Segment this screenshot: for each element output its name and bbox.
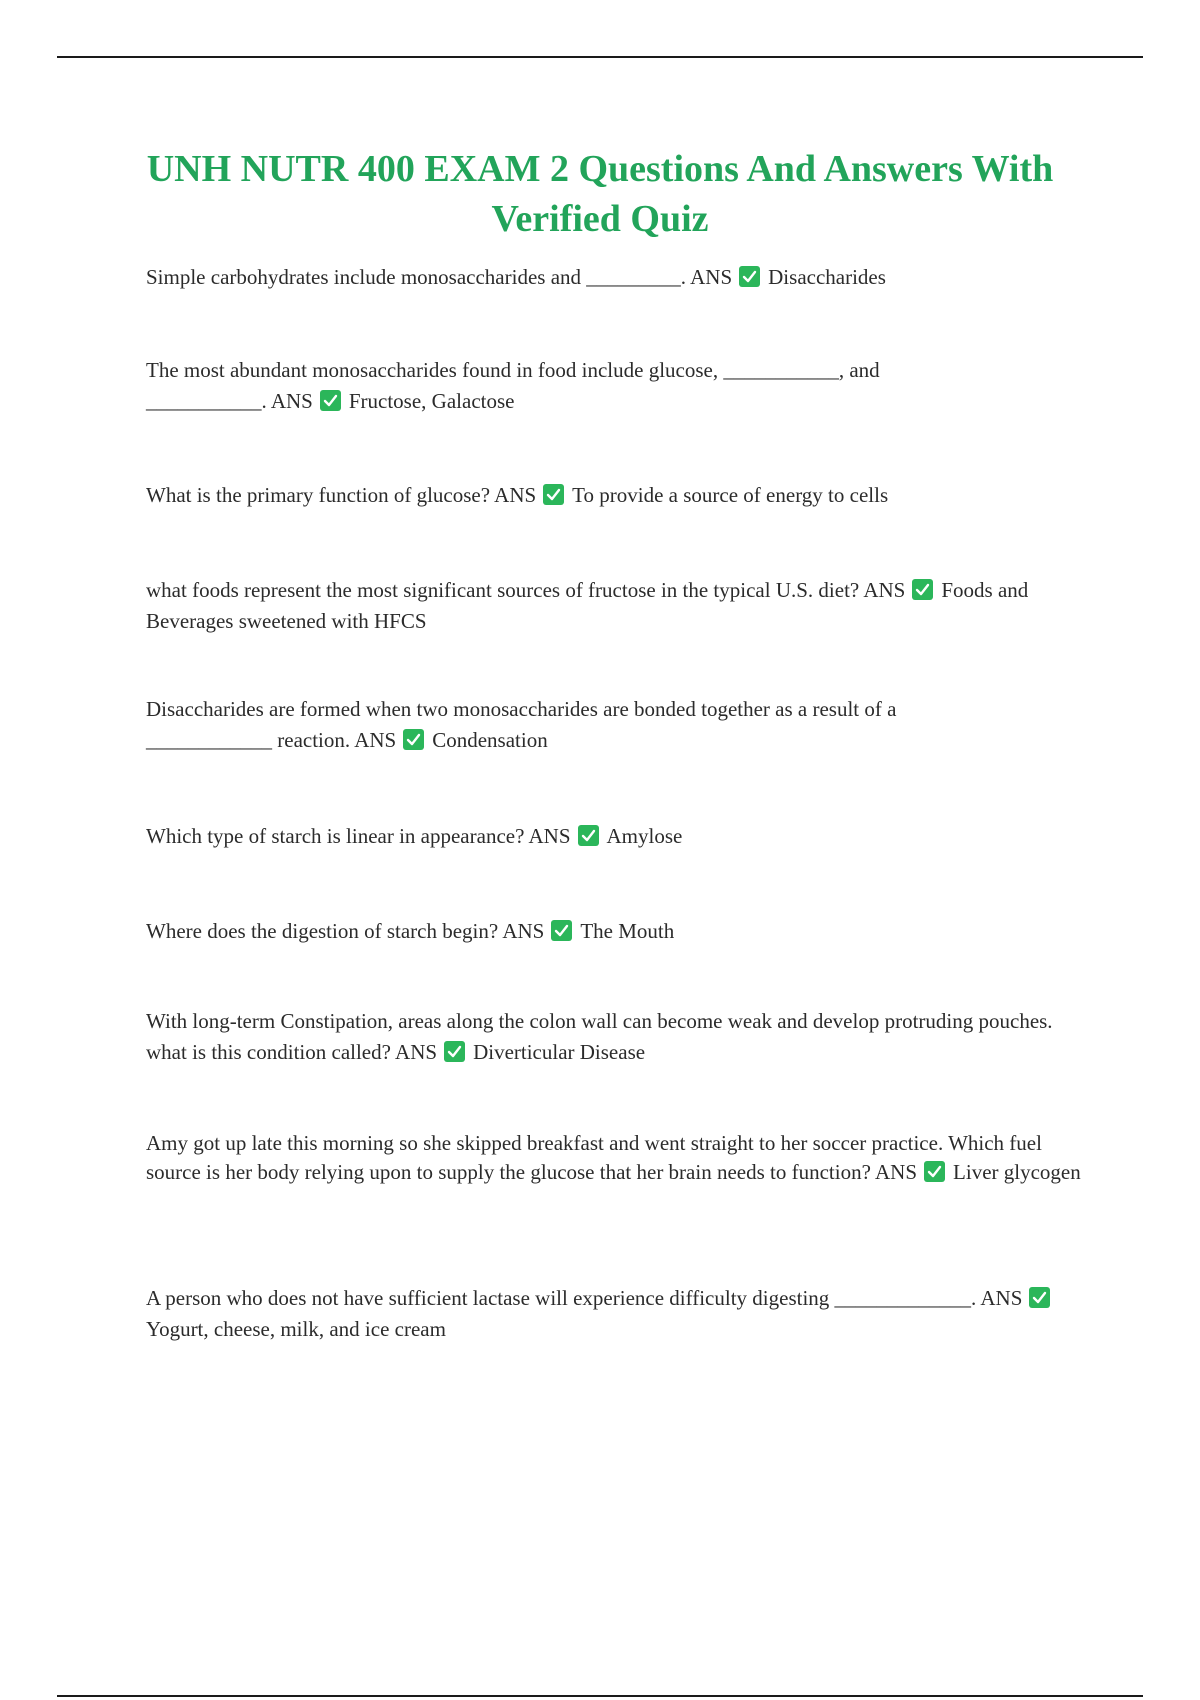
qa-item bbox=[146, 355, 966, 417]
qa-item bbox=[146, 1006, 1086, 1068]
qa-item bbox=[146, 480, 1096, 511]
qa-item bbox=[146, 916, 1096, 947]
qa-item bbox=[146, 694, 986, 756]
answer-text: To provide a source of energy to cells bbox=[572, 483, 889, 507]
ans-label: ANS bbox=[875, 1160, 918, 1184]
ans-label: ANS bbox=[395, 1040, 438, 1064]
answer-text: Foods and Beverages sweetened with HFCS bbox=[146, 578, 1029, 633]
question-text: With long-term Constipation, areas along the colon wall can become weak and develop protruding pouches. what is this condition called? bbox=[146, 1009, 1053, 1064]
check-mark-icon bbox=[320, 390, 341, 411]
question-text: Which type of starch is linear in appearance? bbox=[146, 824, 525, 848]
ans-label: ANS bbox=[863, 578, 906, 602]
qa-item bbox=[146, 575, 1106, 637]
qa-item bbox=[146, 262, 1096, 293]
question-text: Amy got up late this morning so she skipped breakfast and went straight to her soccer practice. Which fuel source is her body relying upon to supply the glucose that her brain needs to function? bbox=[146, 1131, 1042, 1184]
check-mark-icon bbox=[403, 729, 424, 750]
check-mark-icon bbox=[543, 484, 564, 505]
answer-text: Amylose bbox=[606, 824, 683, 848]
answer-text: Condensation bbox=[432, 728, 548, 752]
answer-text: Diverticular Disease bbox=[473, 1040, 646, 1064]
question-text: what foods represent the most significant sources of fructose in the typical U.S. diet? bbox=[146, 578, 860, 602]
document-title: UNH NUTR 400 EXAM 2 Questions And Answers With Verified Quiz bbox=[146, 148, 1054, 240]
question-text: A person who does not have sufficient lactase will experience difficulty digesting _____________. bbox=[146, 1286, 977, 1310]
answer-text: The Mouth bbox=[580, 919, 675, 943]
ans-label: ANS bbox=[690, 265, 733, 289]
question-text: Where does the digestion of starch begin? bbox=[146, 919, 499, 943]
question-text: Disaccharides are formed when two monosaccharides are bonded together as a result of a ____________ reaction. bbox=[146, 697, 897, 752]
check-mark-icon bbox=[924, 1161, 945, 1182]
ans-label: ANS bbox=[494, 483, 537, 507]
ans-label: ANS bbox=[528, 824, 571, 848]
qa-item bbox=[146, 1129, 1086, 1187]
answer-text: Disaccharides bbox=[768, 265, 886, 289]
check-mark-icon bbox=[739, 266, 760, 287]
qa-item bbox=[146, 1283, 1086, 1345]
ans-label: ANS bbox=[502, 919, 545, 943]
check-mark-icon bbox=[578, 825, 599, 846]
bottom-divider bbox=[57, 1695, 1143, 1697]
question-text: The most abundant monosaccharides found in food include glucose, ___________, and ___________. bbox=[146, 358, 880, 413]
check-mark-icon bbox=[551, 920, 572, 941]
ans-label: ANS bbox=[980, 1286, 1023, 1310]
check-mark-icon bbox=[444, 1041, 465, 1062]
question-text: Simple carbohydrates include monosaccharides and _________. bbox=[146, 265, 687, 289]
ans-label: ANS bbox=[354, 728, 397, 752]
qa-item bbox=[146, 821, 1096, 852]
question-text: What is the primary function of glucose? bbox=[146, 483, 491, 507]
answer-text: Liver glycogen bbox=[953, 1160, 1081, 1184]
check-mark-icon bbox=[1029, 1287, 1050, 1308]
answer-text: Fructose, Galactose bbox=[348, 389, 515, 413]
check-mark-icon bbox=[912, 579, 933, 600]
answer-text: Yogurt, cheese, milk, and ice cream bbox=[146, 1317, 446, 1341]
ans-label: ANS bbox=[270, 389, 313, 413]
